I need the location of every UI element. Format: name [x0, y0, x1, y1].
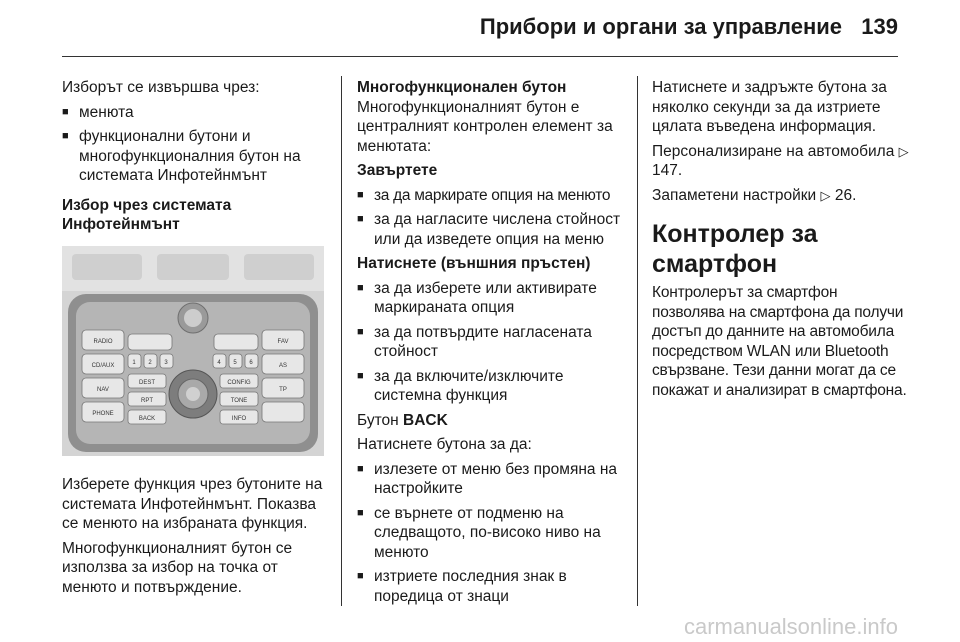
paragraph: Натиснете бутона за да:: [357, 436, 532, 453]
column-divider-2: [637, 76, 638, 606]
svg-text:CD/AUX: CD/AUX: [91, 362, 115, 369]
list-item: ■ за да потвърдите нагласената стойност: [357, 323, 629, 362]
watermark: carmanualsonline.info: [683, 614, 898, 639]
svg-text:CONFIG: CONFIG: [227, 379, 251, 386]
svg-text:3: 3: [164, 359, 168, 366]
column-2: [357, 78, 629, 611]
page-header-title: Прибори и органи за управление: [479, 14, 842, 39]
svg-text:FAV: FAV: [277, 338, 289, 345]
page-ref-arrow-icon: ▷: [820, 187, 831, 203]
column-1: [62, 78, 324, 602]
section-heading: Контролер за смартфон: [652, 220, 818, 278]
intro-text: Изборът се извършва чрез:: [62, 79, 260, 96]
cross-reference[interactable]: Запаметени настройки ▷ 26.: [652, 186, 857, 204]
svg-text:RPT: RPT: [141, 397, 153, 404]
back-prefix: Бутон: [357, 411, 403, 429]
list-item: ■ изтриете последния знак в поредица от знаци: [357, 567, 629, 606]
page-number: 139: [861, 14, 898, 39]
subheading: Избор чрез системата Инфотейнмънт: [62, 196, 232, 233]
header-rule: [62, 56, 898, 57]
column-3: [652, 78, 914, 405]
list-item: ■ за да нагласите числена стойност или да изведете опция на меню: [357, 210, 629, 249]
subheading: Натиснете (външния пръстен): [357, 255, 591, 272]
svg-text:AS: AS: [278, 362, 288, 369]
svg-text:TONE: TONE: [230, 397, 248, 404]
subheading: Завъртете: [357, 162, 438, 179]
svg-text:4: 4: [217, 359, 221, 366]
press-list: [357, 279, 629, 406]
list-item: ■ се върнете от подменю на следващото, по-високо ниво на менюто: [357, 504, 629, 563]
list-item: ■ излезете от меню без промяна на настройките: [357, 460, 629, 499]
svg-text:INFO: INFO: [231, 415, 247, 422]
back-label: BACK: [403, 411, 448, 429]
svg-text:DEST: DEST: [138, 379, 156, 386]
page-ref-arrow-icon: ▷: [898, 143, 909, 159]
list-item: ■ за да изберете или активирате маркираната опция: [357, 279, 629, 318]
paragraph: Контролерът за смартфон позволява на смартфона да получи достъп до данните на автомобила посредством WLAN или Bluetooth свързване. Тези данни могат да се покажат и анализират в смартфона.: [652, 284, 907, 399]
paragraph: Многофункционалният бутон се използва за избор на точка от менюто и потвърждение.: [62, 539, 293, 596]
turn-list: [357, 186, 629, 250]
svg-text:PHONE: PHONE: [92, 410, 114, 417]
section-heading: Многофункционален бутон: [357, 79, 567, 96]
svg-text:6: 6: [249, 359, 253, 366]
list-item: ■ функционални бутони и многофункционалния бутон на системата Инфотейнмънт: [62, 127, 324, 186]
svg-text:1: 1: [132, 359, 136, 366]
back-button-line: [357, 411, 629, 431]
svg-text:BACK: BACK: [138, 415, 156, 422]
infotainment-panel-photo: [62, 246, 324, 456]
list-item: ■ менюта: [62, 103, 324, 123]
svg-text:NAV: NAV: [97, 386, 109, 393]
list-item: ■ за да включите/изключите системна функция: [357, 367, 629, 406]
svg-text:2: 2: [148, 359, 152, 366]
paragraph: Многофункционалният бутон е централният контролен елемент за менютата:: [357, 98, 613, 155]
cross-reference[interactable]: Персонализиране на автомобила ▷ 147.: [652, 142, 909, 179]
paragraph: Изберете функция чрез бутоните на системата Инфотейнмънт. Показва се менюто на избраната функция.: [62, 476, 323, 532]
back-list: [357, 460, 629, 607]
list-item: ■ за да маркирате опция на менюто: [357, 186, 629, 206]
svg-text:5: 5: [233, 359, 237, 366]
selection-list: [62, 103, 324, 186]
paragraph: Натиснете и задръжте бутона за няколко секунди за да изтриете цялата въведена информация.: [652, 79, 887, 135]
column-divider-1: [341, 76, 342, 606]
svg-text:TP: TP: [279, 386, 287, 393]
svg-text:RADIO: RADIO: [93, 338, 113, 345]
